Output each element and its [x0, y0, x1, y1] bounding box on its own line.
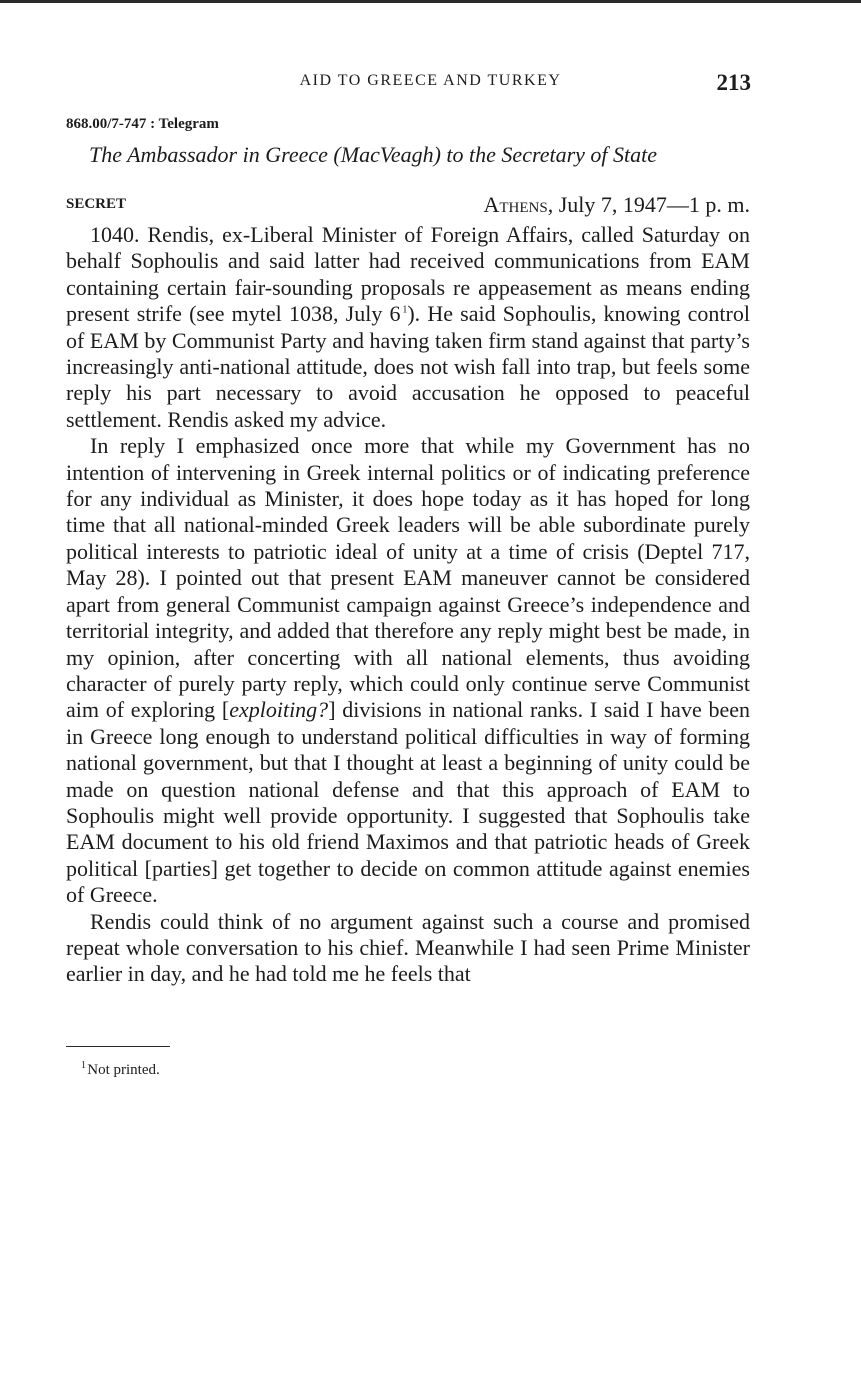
telegram-body	[66, 222, 750, 988]
paragraph-3: Rendis could think of no argument against such a course and promised repeat whole conversation to his chief. Meanwhile I had seen Prime Minister earlier in day, and he had told me he feels that	[66, 908, 750, 987]
paragraph-2	[66, 433, 750, 908]
footnote	[81, 1062, 160, 1079]
document-title	[89, 142, 657, 168]
title-name: MacVeagh	[340, 142, 434, 167]
classification-label: SECRET	[66, 196, 127, 212]
page-number: 213	[716, 70, 751, 95]
paragraph-2-text-b: ] divisions in national ranks. I said I have been in Greece long enough to understand political difficulties in way of forming national government, but that I thought at least a beginning of unity could be made on question national defense and that this approach of EAM to Sophoulis might well provide opportunity. I suggested that Sophoulis take EAM document to his old friend Maximos and that patriotic heads of Greek political [parties] get together to decide on common attitude against enemies of Greece.	[66, 697, 750, 908]
paragraph-1-text-a: 1040. Rendis, ex-Liberal Minister of Foreign Affairs, called Saturday on behalf Sophoulis and said latter had received communications from EAM containing certain fair-sounding proposals re appeasement as means ending present strife (see mytel 1038, July 6	[66, 222, 750, 327]
footnote-reference: 1	[402, 304, 408, 316]
paragraph-2-italic: exploiting?	[229, 697, 329, 723]
dateline	[483, 192, 750, 218]
dateline-place: Athens	[483, 192, 548, 217]
title-suffix: ) to the Secretary of State	[433, 142, 658, 167]
paragraph-1	[66, 222, 750, 433]
top-border-rule	[0, 0, 861, 3]
paragraph-2-text-a: In reply I emphasized once more that while my Government has no intention of intervening in Greek internal politics or of indicating preference for any individual as Minister, it does hope today as it has hoped for long time that all national-minded Greek leaders will be able subordinate purely political interests to patriotic ideal of unity at a time of crisis (Deptel 717, May 28). I pointed out that present EAM maneuver cannot be considered apart from general Communist campaign against Greece’s independence and territorial integrity, and added that therefore any reply might best be made, in my opinion, after concerting with all national elements, thus avoiding character of purely party reply, which could only continue serve Communist aim of exploring [	[66, 433, 750, 723]
title-prefix: The Ambassador in Greece (	[89, 142, 341, 167]
footnote-text: Not printed.	[87, 1062, 160, 1078]
dateline-date: , July 7, 1947—1 p. m.	[547, 192, 750, 217]
footnote-marker: 1	[81, 1060, 86, 1071]
paragraph-1-text-b: ). He said Sophoulis, knowing control of EAM by Communist Party and having taken firm stand against that party’s increasingly anti-national attitude, does not wish fall into trap, but feels some reply his part necessary to avoid accusation he opposed to peaceful settlement. Rendis asked my advice.	[66, 301, 750, 432]
running-head: AID TO GREECE AND TURKEY	[299, 72, 562, 89]
footnote-rule	[66, 1046, 170, 1047]
file-reference: 868.00/7-747 : Telegram	[66, 116, 219, 132]
